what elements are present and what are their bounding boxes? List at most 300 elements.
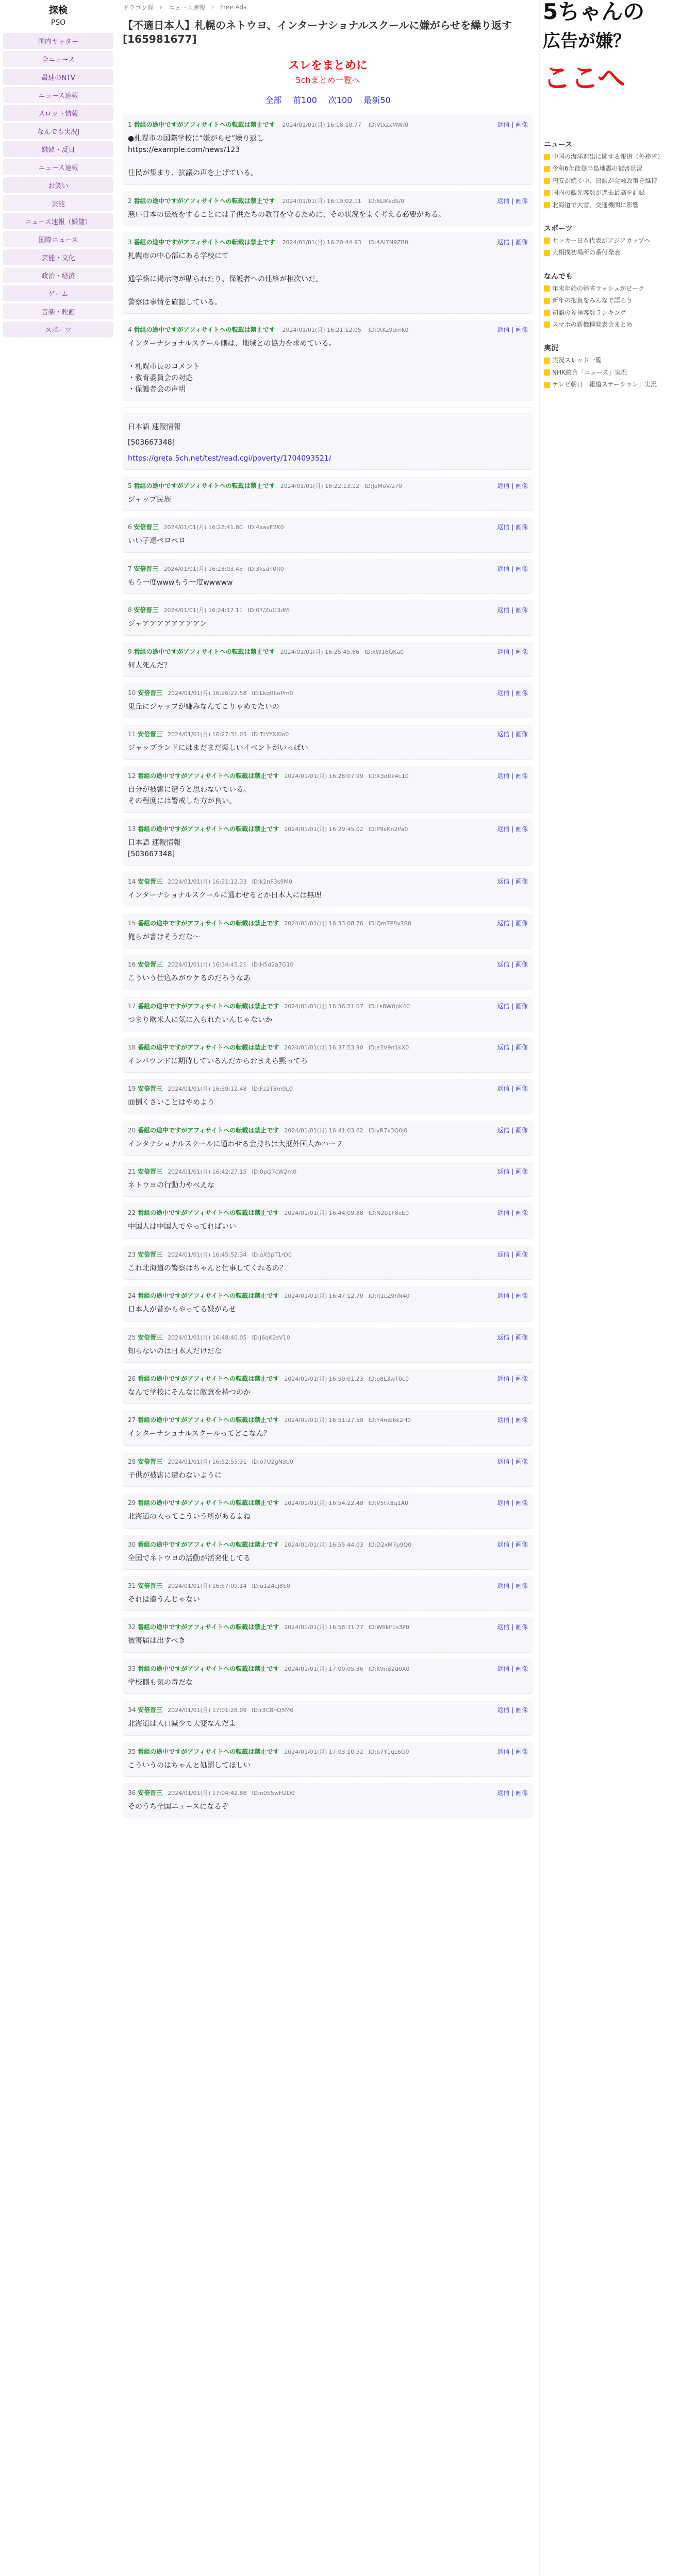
comment-author[interactable]: 番組の途中ですがアフィサイトへの転載は禁止です	[138, 1748, 279, 1755]
comment-id[interactable]: ID:p8L3wT0c0	[368, 1376, 409, 1383]
comment-number[interactable]: 30	[128, 1540, 136, 1548]
comment-number[interactable]: 16	[128, 961, 136, 969]
comment-head	[128, 1498, 528, 1507]
left-nav-item[interactable]: 政治・経済	[3, 267, 113, 283]
comment-head	[128, 1291, 528, 1300]
side-live	[540, 337, 697, 397]
side-item[interactable]	[544, 152, 693, 161]
summary-banner[interactable]	[117, 57, 539, 86]
left-nav-item[interactable]: 最速のNTV	[3, 69, 113, 85]
side-list	[544, 236, 693, 258]
comment	[123, 1121, 533, 1156]
comment-id[interactable]: ID:n0S5wH2D0	[252, 1789, 295, 1797]
side-title: ニュース	[544, 141, 573, 149]
comment-author[interactable]: 番組の途中ですがアフィサイトへの転載は禁止です	[138, 772, 279, 779]
side-item[interactable]	[544, 177, 693, 185]
side-item[interactable]	[544, 284, 693, 293]
comment-head-left	[128, 960, 293, 969]
side-item[interactable]	[544, 189, 693, 197]
bullet-icon	[544, 238, 550, 244]
left-nav-item[interactable]: 全ニュース	[3, 51, 113, 67]
comment-author[interactable]: 安倍晋三	[138, 731, 163, 738]
comment-time: 2024/01/01(月) 16:26:22.58	[168, 689, 247, 697]
comment-body: ネトウヨの行動力やべえな	[128, 1181, 214, 1190]
side-item-label[interactable]: 大相撲初場所の番付発表	[552, 249, 621, 257]
comment-time: 2024/01/01(月) 17:03:10.52	[284, 1748, 363, 1755]
comment-number[interactable]: 14	[128, 878, 136, 886]
comment-head-left	[128, 1415, 411, 1424]
comment-actions[interactable]: 返信 | 画像	[497, 1540, 528, 1548]
comment-head-left	[128, 1250, 292, 1259]
comment-head	[128, 1208, 528, 1217]
comment-number[interactable]: 32	[128, 1623, 136, 1631]
comment-head	[128, 1664, 528, 1673]
comment-author[interactable]: 番組の途中ですがアフィサイトへの転載は禁止です	[138, 1043, 279, 1051]
side-item[interactable]	[544, 201, 693, 210]
comment-author[interactable]: 番組の途中ですがアフィサイトへの転載は禁止です	[138, 1002, 279, 1010]
comment-number[interactable]: 23	[128, 1250, 136, 1258]
comment-author[interactable]: 安倍晋三	[138, 1333, 163, 1341]
comment	[123, 1700, 533, 1735]
comment-id[interactable]: ID:H5d2a7G10	[252, 961, 294, 969]
post-number[interactable]: 3	[128, 238, 132, 246]
side-item[interactable]	[544, 309, 693, 317]
comment-author[interactable]: 安倍晋三	[138, 878, 163, 886]
comment-number[interactable]: 27	[128, 1416, 136, 1424]
post-number[interactable]: 2	[128, 197, 132, 205]
comment-actions[interactable]: 返信 | 画像	[497, 1665, 528, 1672]
comment-author[interactable]: 安倍晋三	[138, 1250, 163, 1258]
comment-author[interactable]: 番組の途中ですがアフィサイトへの転載は禁止です	[138, 1499, 279, 1507]
left-nav-item[interactable]: 嫌韓・反日	[3, 141, 113, 157]
comment-head-left	[128, 1705, 293, 1714]
post-id[interactable]: ID:6LIKsdS/0	[368, 197, 405, 205]
comment-actions[interactable]: 返信 | 画像	[497, 919, 528, 927]
summary-banner-title[interactable]: スレをまとめに	[288, 59, 368, 72]
comment-time: 2024/01/01(月) 16:27:31.03	[168, 731, 247, 738]
comment-body: ジャアアアアアアアアン	[128, 620, 207, 629]
comment-author[interactable]: 安倍晋三	[138, 1458, 163, 1465]
comment-id[interactable]: ID:0pQ7cW2m0	[252, 1168, 297, 1176]
comment-head-left	[128, 919, 411, 927]
post-time: 2024/01/01(月) 16:19:02.11	[282, 197, 361, 205]
side-item-label[interactable]: 実況スレッド一覧	[552, 357, 602, 364]
comment	[123, 600, 533, 635]
comment-author[interactable]: 安倍晋三	[138, 1582, 163, 1589]
left-nav	[0, 33, 117, 337]
comment-actions[interactable]: 返信 | 画像	[497, 878, 528, 886]
comment-head	[128, 771, 528, 780]
comment-number[interactable]: 33	[128, 1665, 136, 1672]
comment-actions[interactable]: 返信 | 画像	[497, 961, 528, 969]
side-item[interactable]	[544, 356, 693, 365]
comment-id[interactable]: ID:Ls8W0pK40	[368, 1003, 410, 1010]
comment-time: 2024/01/01(月) 16:33:08.76	[284, 920, 363, 927]
comment-number[interactable]: 18	[128, 1043, 136, 1051]
thread-meta-url[interactable]: https://greta.5ch.net/test/read.cgi/poverty/1704093521/	[128, 454, 331, 463]
comment-body: つまり欧米人に気に入られたいんじゃないか	[128, 1015, 272, 1024]
comment-number[interactable]: 28	[128, 1458, 136, 1465]
comment-id[interactable]: ID:aX5pT1rD0	[252, 1251, 292, 1258]
comment-author[interactable]: 安倍晋三	[134, 565, 159, 572]
comment-head-left	[128, 1540, 411, 1549]
side-item-label[interactable]: 年末年始の帰省ラッシュがピーク	[552, 284, 645, 292]
comment-time: 2024/01/01(月) 16:54:22.48	[284, 1500, 363, 1507]
left-nav-item[interactable]: ニュース速報（嫌儲）	[3, 213, 113, 229]
thread-meta-id: [503667348]	[128, 438, 175, 447]
comment-head	[128, 605, 528, 614]
comment-time: 2024/01/01(月) 16:22:41.80	[163, 524, 243, 531]
comment-id[interactable]: ID:07/ZuG3dM	[247, 607, 289, 614]
comment-id[interactable]: ID:R1cZ9hN40	[368, 1293, 410, 1300]
side-item[interactable]	[544, 296, 693, 305]
comment-id[interactable]: ID:4xayF2K0	[247, 524, 284, 531]
side-item-label[interactable]: 円安が続く中、日銀が金融政策を維持	[552, 177, 658, 184]
comment-author[interactable]: 安倍晋三	[138, 1168, 163, 1176]
comment-head	[128, 481, 528, 490]
comment-actions[interactable]: 返信 | 画像	[497, 482, 528, 490]
pager-all[interactable]: 全部	[265, 95, 282, 105]
comment-body: いい子達ペロペロ	[128, 537, 186, 546]
comment-number[interactable]: 6	[128, 523, 132, 531]
side-title: なんでも	[544, 272, 573, 281]
comment-author[interactable]: 番組の途中ですがアフィサイトへの転載は禁止です	[138, 825, 279, 833]
comment-time: 2024/01/01(月) 16:50:01.23	[284, 1376, 363, 1383]
comment-actions[interactable]: 返信 | 画像	[497, 606, 528, 614]
bullet-icon	[544, 190, 550, 196]
pager-prev100[interactable]: 前100	[293, 95, 317, 105]
comment-actions[interactable]: 返信 | 画像	[497, 1582, 528, 1589]
pager	[117, 94, 539, 106]
comment-actions[interactable]: 返信 | 画像	[497, 772, 528, 779]
comment-id[interactable]: ID:V5tR8q1A0	[368, 1500, 409, 1507]
left-nav-item[interactable]: スポーツ	[3, 321, 113, 337]
comment-number[interactable]: 13	[128, 825, 136, 833]
post-time: 2024/01/01(月) 16:20:44.93	[282, 239, 361, 246]
post-number[interactable]: 4	[128, 326, 132, 333]
comment-body: 知らないのは日本人だけだな	[128, 1347, 222, 1355]
side-item-label[interactable]: 中国の海洋進出に関する報道（外務省）	[552, 153, 664, 160]
side-item-label[interactable]: 国内の観光客数が過去最高を記録	[552, 189, 645, 197]
comment-body: ジャップランドにはまだまだ楽しいイベントがいっぱい	[128, 744, 308, 753]
post-number[interactable]: 1	[128, 121, 132, 128]
comment	[123, 1286, 533, 1321]
pager-latest50[interactable]: 最新50	[363, 95, 391, 105]
comment-id[interactable]: ID:K9nB2d0X0	[368, 1665, 410, 1672]
breadcrumb-item[interactable]: ニュース速報	[168, 4, 206, 11]
comment-actions[interactable]: 返信 | 画像	[497, 1333, 528, 1341]
post-actions[interactable]: 返信 | 画像	[497, 197, 528, 205]
comment-actions[interactable]: 返信 | 画像	[497, 1126, 528, 1134]
comment-number[interactable]: 20	[128, 1126, 136, 1134]
comment-id[interactable]: ID:Lkq0EePm0	[252, 689, 293, 697]
side-item[interactable]	[544, 320, 693, 329]
comment-number[interactable]: 35	[128, 1748, 136, 1755]
post-id[interactable]: ID:VtxzxMW/0	[368, 122, 408, 128]
comment-number[interactable]: 19	[128, 1085, 136, 1093]
comment-time: 2024/01/01(月) 16:58:31.77	[284, 1624, 363, 1631]
comment-body: 全国でネトウヨの活動が活発化してる	[128, 1554, 251, 1563]
left-nav-item[interactable]: ゲーム	[3, 285, 113, 301]
comment-id[interactable]: ID:N2b1F8vE0	[368, 1210, 409, 1217]
comment-number[interactable]: 17	[128, 1002, 136, 1010]
comment-id[interactable]: ID:JoMeV/z70	[364, 483, 402, 490]
comment-author[interactable]: 安倍晋三	[138, 1706, 163, 1714]
ad-banner[interactable]	[543, 0, 694, 134]
comment-head	[128, 1415, 528, 1424]
side-item[interactable]	[544, 236, 693, 245]
comment-body: 鬼丘にジャップが嫌みなんてこりゃめでたいの	[128, 702, 279, 711]
comment-actions[interactable]: 返信 | 画像	[497, 565, 528, 572]
post	[123, 320, 533, 401]
summary-banner-sub[interactable]: 5chまとめ一覧へ	[295, 75, 360, 85]
comment-head	[128, 1540, 528, 1549]
comment-actions[interactable]: 返信 | 画像	[497, 1002, 528, 1010]
breadcrumb-separator: ›	[211, 4, 214, 11]
comment-author[interactable]: 番組の途中ですがアフィサイトへの転載は禁止です	[138, 1375, 279, 1383]
comment-actions[interactable]: 返信 | 画像	[497, 1043, 528, 1051]
comment-number[interactable]: 22	[128, 1209, 136, 1217]
side-item-label[interactable]: NHK総合「ニュース」実況	[552, 368, 627, 376]
left-nav-item[interactable]: ニュース速報	[3, 87, 113, 103]
comment-actions[interactable]: 返信 | 画像	[497, 1250, 528, 1258]
comment-actions[interactable]: 返信 | 画像	[497, 1499, 528, 1507]
comment-time: 2024/01/01(月) 16:36:21.07	[284, 1003, 363, 1010]
pager-next100[interactable]: 次100	[328, 95, 353, 105]
comment	[123, 517, 533, 552]
comment-actions[interactable]: 返信 | 画像	[497, 1292, 528, 1300]
comment-author[interactable]: 番組の途中ですがアフィサイトへの転載は禁止です	[138, 1540, 279, 1548]
comment-number[interactable]: 29	[128, 1499, 136, 1507]
comment-body: 子供が被害に遭わないように	[128, 1471, 222, 1480]
post-author[interactable]: 番組の途中ですがアフィサイトへの転載は禁止です	[134, 121, 275, 128]
left-nav-item[interactable]: 国際ニュース	[3, 231, 113, 247]
comment-head	[128, 1788, 528, 1797]
comment-body: これ北海道の警察はちゃんと仕事してくれるの？	[128, 1264, 287, 1273]
comment-head-left	[128, 824, 408, 833]
side-item-label[interactable]: スマホの新機種発表会まとめ	[552, 320, 633, 328]
comment-id[interactable]: ID:J6qK2sV10	[252, 1334, 290, 1341]
comment-id[interactable]: ID:u1Z4cJ8S0	[252, 1582, 290, 1589]
comment-head-left	[128, 1581, 290, 1590]
post-author[interactable]: 番組の途中ですがアフィサイトへの転載は禁止です	[134, 197, 275, 205]
side-item-label[interactable]: テレビ朝日「報道ステーション」実況	[552, 381, 657, 388]
left-nav-item[interactable]: ニュース速報	[3, 159, 113, 175]
comment-time: 2024/01/01(月) 16:51:27.59	[284, 1417, 363, 1424]
comment-number[interactable]: 31	[128, 1582, 136, 1589]
comment-author[interactable]: 番組の途中ですがアフィサイトへの転載は禁止です	[138, 1209, 279, 1217]
post-body: ●札幌市の国際学校に“嫌がらせ”繰り返し https://example.com/news/123 住民が集まり、抗議の声を上げている。	[128, 134, 264, 178]
comment-author[interactable]: 安倍晋三	[138, 1789, 163, 1797]
comment-author[interactable]: 番組の途中ですがアフィサイトへの転載は禁止です	[134, 648, 275, 655]
thread-meta-link[interactable]	[128, 453, 528, 464]
comment-number[interactable]: 21	[128, 1168, 136, 1176]
comment-time: 2024/01/01(月) 16:57:09.14	[168, 1582, 247, 1589]
side-item[interactable]	[544, 368, 693, 377]
comment-time: 2024/01/01(月) 16:24:17.11	[163, 607, 243, 614]
comment-number[interactable]: 26	[128, 1375, 136, 1383]
comment	[123, 1659, 533, 1694]
comment-actions[interactable]: 返信 | 画像	[497, 825, 528, 833]
side-item-label[interactable]: 令和6年能登半島地震の被害状況	[552, 165, 643, 173]
comment-head	[128, 1084, 528, 1093]
comment-actions[interactable]: 返信 | 画像	[497, 689, 528, 697]
side-item-label[interactable]: 新年の抱負をみんなで語ろう	[552, 297, 633, 304]
comment-id[interactable]: ID:TLYYXKio0	[252, 731, 289, 738]
left-logo-title: 探検	[49, 5, 68, 16]
comment-head	[128, 522, 528, 531]
side-item[interactable]	[544, 164, 693, 173]
comment-actions[interactable]: 返信 | 画像	[497, 1789, 528, 1797]
comment-number[interactable]: 9	[128, 648, 132, 655]
comment-time: 2024/01/01(月) 16:47:12.70	[284, 1293, 363, 1300]
comment-author[interactable]: 番組の途中ですがアフィサイトへの転載は禁止です	[134, 482, 275, 490]
comment-number[interactable]: 34	[128, 1706, 136, 1714]
left-nav-item[interactable]: 芸能	[3, 195, 113, 211]
comment-number[interactable]: 10	[128, 689, 136, 697]
comment-id[interactable]: ID:e3V9n1kX0	[368, 1044, 409, 1051]
post-actions[interactable]: 返信 | 画像	[497, 121, 528, 128]
comment-time: 2024/01/01(月) 17:01:28.09	[168, 1707, 247, 1714]
side-item-label[interactable]: 初詣の参拝客数ランキング	[552, 309, 626, 316]
comment-author[interactable]: 番組の途中ですがアフィサイトへの転載は禁止です	[138, 1292, 279, 1300]
comment-number[interactable]: 36	[128, 1789, 136, 1797]
comment-number[interactable]: 15	[128, 919, 136, 927]
comment-author[interactable]: 安倍晋三	[134, 523, 159, 531]
post-author[interactable]: 番組の途中ですがアフィサイトへの転載は禁止です	[134, 238, 275, 246]
comment-actions[interactable]: 返信 | 画像	[497, 1458, 528, 1465]
comment-actions[interactable]: 返信 | 画像	[497, 523, 528, 531]
comment-number[interactable]: 25	[128, 1333, 136, 1341]
comment-author[interactable]: 番組の途中ですがアフィサイトへの転載は禁止です	[138, 1623, 279, 1631]
comment-body: ジャップ民族	[128, 496, 171, 504]
comment-id[interactable]: ID:k2nF3s9M0	[252, 878, 292, 886]
comment-actions[interactable]: 返信 | 画像	[497, 1706, 528, 1714]
left-nav-item[interactable]: お笑い	[3, 177, 113, 193]
comment-number[interactable]: 8	[128, 606, 132, 614]
comment-author[interactable]: 安倍晋三	[138, 1085, 163, 1093]
comment	[123, 1535, 533, 1570]
comment-author[interactable]: 番組の途中ですがアフィサイトへの転載は禁止です	[138, 1665, 279, 1672]
comment-head-left	[128, 1498, 408, 1507]
comment-head	[128, 688, 528, 697]
comment-time: 2024/01/01(月) 16:23:03.45	[163, 565, 243, 572]
right-sidebar	[539, 0, 697, 2576]
comment-body: 俺らが書けそうだな～	[128, 933, 200, 941]
comment-author[interactable]: 番組の途中ですがアフィサイトへの転載は禁止です	[138, 1416, 279, 1424]
comment-head-left	[128, 647, 404, 656]
post-actions[interactable]: 返信 | 画像	[497, 326, 528, 333]
comment-number[interactable]: 11	[128, 731, 136, 738]
comment-head-left	[128, 564, 284, 573]
comment	[123, 1162, 533, 1197]
comment-id[interactable]: ID:W6kF1s3P0	[368, 1624, 410, 1631]
post-body: インターナショナルスクール側は、地域との協力を求めている。 ・札幌市長のコメント ・教育委員会の対応 ・保護者会の声明	[128, 339, 336, 394]
bullet-icon	[544, 285, 550, 292]
comment-actions[interactable]: 返信 | 画像	[497, 731, 528, 738]
side-item-label[interactable]: 北海道で大雪、交通機関に影響	[552, 201, 639, 209]
comment-actions[interactable]: 返信 | 画像	[497, 1168, 528, 1176]
comment-id[interactable]: ID:Qm7P8v1B0	[368, 920, 412, 927]
comment	[123, 1576, 533, 1611]
comment-id[interactable]: ID:r3C8hQ5M0	[252, 1707, 294, 1714]
post-body: 悪い日本の伝統をすることには子供たちの教育を守るために、その状況をよく考える必要がある。	[128, 210, 445, 219]
comment-id[interactable]: ID:kW16QKa0	[364, 648, 404, 655]
side-item[interactable]	[544, 380, 693, 389]
side-item[interactable]	[544, 248, 693, 257]
comment-head	[128, 1167, 528, 1176]
comment-id[interactable]: ID:b7Y1qL6G0	[368, 1748, 409, 1755]
comment-number[interactable]: 24	[128, 1292, 136, 1300]
comment	[123, 642, 533, 677]
comment-id[interactable]: ID:3ksdT0R0	[247, 565, 284, 572]
post-head	[128, 196, 528, 205]
comment-id[interactable]: ID:Fz2T8m0L0	[252, 1086, 293, 1093]
comment-body: 北海道の人ってこういう所があるよね	[128, 1513, 251, 1521]
comment-id[interactable]: ID:P9xKn2Pa0	[368, 825, 408, 833]
comment-author[interactable]: 安倍晋三	[138, 689, 163, 697]
comment-actions[interactable]: 返信 | 画像	[497, 1375, 528, 1383]
comment-author[interactable]: 番組の途中ですがアフィサイトへの転載は禁止です	[138, 1126, 279, 1134]
comment-id[interactable]: ID:X3dRk4c10	[368, 772, 409, 779]
comment	[123, 1493, 533, 1528]
comment-head	[128, 1747, 528, 1756]
left-nav-item[interactable]: 芸能・文化	[3, 249, 113, 265]
comment-actions[interactable]: 返信 | 画像	[497, 1748, 528, 1755]
left-nav-item[interactable]: スロット情報	[3, 105, 113, 121]
comment-author[interactable]: 安倍晋三	[134, 606, 159, 614]
comment-head	[128, 1043, 528, 1052]
comment-id[interactable]: ID:Y4mE6k2H0	[368, 1417, 411, 1424]
comment-id[interactable]: ID:yR7k3Q0j0	[368, 1127, 408, 1134]
comment-author[interactable]: 安倍晋三	[138, 961, 163, 969]
comment-actions[interactable]: 返信 | 画像	[497, 1416, 528, 1424]
comment-author[interactable]: 番組の途中ですがアフィサイトへの転載は禁止です	[138, 919, 279, 927]
comment-head-left	[128, 1622, 409, 1631]
comment-body: 中国人は中国人でやってればいい	[128, 1223, 236, 1231]
left-nav-item[interactable]: 国内ヤッター	[3, 33, 113, 49]
post-id[interactable]: ID:0tKz9dmk0	[368, 326, 409, 333]
left-nav-item[interactable]: 音楽・映画	[3, 303, 113, 319]
thread-title-block	[117, 14, 539, 47]
breadcrumb-separator: ›	[160, 4, 162, 11]
comment-head	[128, 1457, 528, 1466]
bullet-icon	[544, 369, 550, 376]
comment-actions[interactable]: 返信 | 画像	[497, 1209, 528, 1217]
comment-actions[interactable]: 返信 | 画像	[497, 1085, 528, 1093]
comment-id[interactable]: ID:o7U2gN3b0	[252, 1458, 293, 1465]
comment-id[interactable]: ID:D2xM7p9Q0	[368, 1541, 412, 1548]
breadcrumb-item[interactable]: Free Ads	[220, 4, 247, 11]
comment-actions[interactable]: 返信 | 画像	[497, 648, 528, 655]
comment-body: なんで学校にそんなに敵意を持つのか	[128, 1388, 251, 1397]
post	[123, 191, 533, 226]
side-item-label[interactable]: サッカー日本代表がアジアカップへ	[552, 236, 651, 244]
comment-number[interactable]: 7	[128, 565, 132, 572]
post-actions[interactable]: 返信 | 画像	[497, 238, 528, 246]
comment-number[interactable]: 12	[128, 772, 136, 779]
breadcrumb-item[interactable]: ドラゴン隊	[123, 4, 154, 11]
post-author[interactable]: 番組の途中ですがアフィサイトへの転載は禁止です	[134, 326, 275, 333]
post-id[interactable]: ID:4Al7N9ZB0	[368, 239, 409, 246]
comment	[123, 1203, 533, 1238]
comment-body: そのうち全国ニュースになるぞ	[128, 1802, 229, 1811]
post-time: 2024/01/01(月) 16:21:12.05	[282, 326, 361, 333]
comment-actions[interactable]: 返信 | 画像	[497, 1623, 528, 1631]
left-nav-item[interactable]: なんでも実況J	[3, 123, 113, 139]
comment-number[interactable]: 5	[128, 482, 132, 490]
comment-head-left	[128, 1167, 296, 1176]
